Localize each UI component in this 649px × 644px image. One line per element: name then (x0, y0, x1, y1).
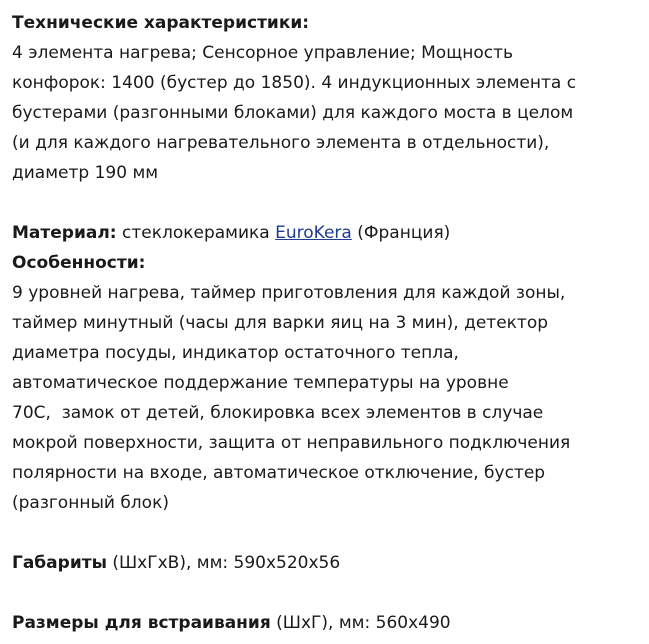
material-line: Материал: стеклокерамика EuroKera (Франция) (12, 223, 451, 243)
spacer (12, 578, 642, 608)
eurokera-link[interactable]: EuroKera (275, 223, 352, 243)
spacer (12, 188, 642, 218)
features-line: таймер минутный (часы для варки яиц на 3 мин), детектор (12, 313, 549, 333)
spacer (12, 518, 642, 548)
specs-line: (и для каждого нагревательного элемента в отдельности), (12, 133, 550, 153)
features-line: автоматическое поддержание температуры на уровне (12, 373, 509, 393)
features-line: 9 уровней нагрева, таймер приготовления для каждой зоны, (12, 283, 566, 303)
specs-line: диаметр 190 мм (12, 163, 159, 183)
specs-line: конфорок: 1400 (бустер до 1850). 4 индукционных элемента с (12, 73, 577, 93)
product-specs (12, 8, 642, 638)
dimensions-label: Габариты (12, 553, 107, 573)
features-heading: Особенности: (12, 253, 146, 273)
specs-line: 4 элемента нагрева; Сенсорное управление; Мощность (12, 43, 513, 63)
embed-dimensions-line: Размеры для встраивания (ШхГ), мм: 560х490 (12, 613, 451, 633)
features-line: мокрой поверхности, защита от неправильного подключения (12, 433, 571, 453)
dimensions-line: Габариты (ШхГхВ), мм: 590х520х56 (12, 553, 341, 573)
features-line: диаметра посуды, индикатор остаточного тепла, (12, 343, 459, 363)
features-line: (разгонный блок) (12, 493, 169, 513)
features-line: полярности на входе, автоматическое отключение, бустер (12, 463, 546, 483)
specs-line: бустерами (разгонными блоками) для каждого моста в целом (12, 103, 574, 123)
material-label: Материал: (12, 223, 117, 243)
embed-dimensions-label: Размеры для встраивания (12, 613, 271, 633)
features-line: 70С, замок от детей, блокировка всех элементов в случае (12, 403, 544, 423)
specs-heading: Технические характеристики: (12, 13, 310, 33)
